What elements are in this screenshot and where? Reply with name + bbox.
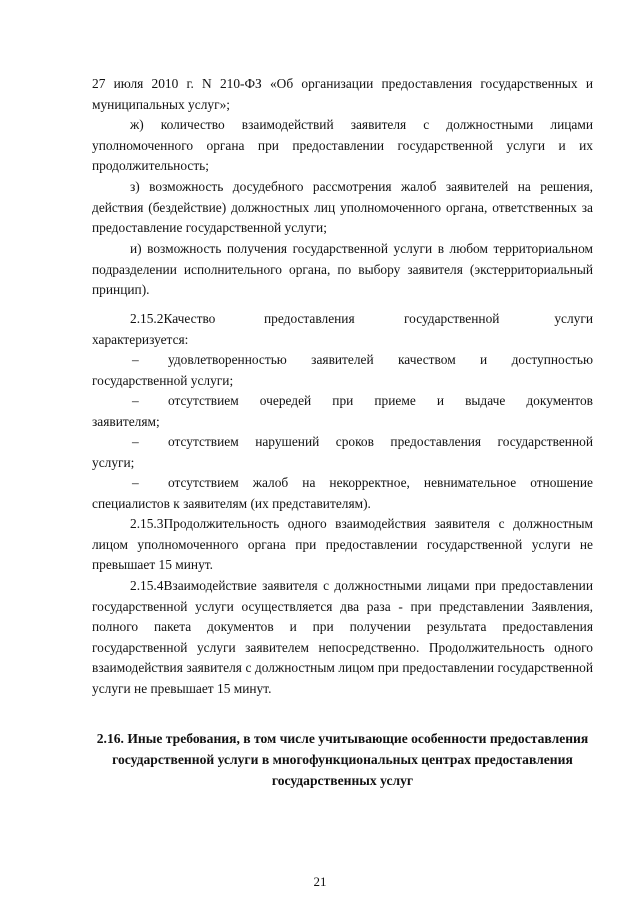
paragraph-item-z: з) возможность досудебного рассмотрения жалоб заявителей на решения, действия (бездействие) должностных лиц уполномоченного органа, ответственных за предоставление государственной услуги; bbox=[92, 179, 593, 236]
bullet-text: отсутствием жалоб на некорректное, невнимательное отношение bbox=[168, 475, 593, 490]
bullet-dash: – bbox=[132, 475, 139, 490]
section-2-15-2-word: 2.15.2Качество bbox=[130, 311, 216, 326]
bullet-dash: – bbox=[132, 352, 139, 367]
paragraph-item-zh: ж) количество взаимодействий заявителя с должностными лицами уполномоченного органа при предоставлении государственной услуги и их продолжительность; bbox=[92, 117, 593, 174]
bullet-text: отсутствием очередей при приеме и выдаче документов bbox=[168, 393, 593, 408]
section-2-15-3: 2.15.3Продолжительность одного взаимодействия заявителя с должностным лицом уполномоченного органа при предоставлении государственной услуги не превышает 15 минут. bbox=[92, 516, 593, 573]
bullet-item-2 bbox=[92, 391, 593, 412]
section-2-15-2-word: предоставления bbox=[264, 311, 355, 326]
bullet-dash: – bbox=[132, 393, 139, 408]
bullet-dash: – bbox=[132, 434, 139, 449]
bullet-item-4-cont: специалистов к заявителям (их представителям). bbox=[92, 496, 371, 511]
section-2-15-2-line1 bbox=[92, 309, 593, 330]
bullet-text: отсутствием нарушений сроков предоставления государственной bbox=[168, 434, 593, 449]
section-2-15-4: 2.15.4Взаимодействие заявителя с должностными лицами при предоставлении государственной услуги осуществляется два раза - при представлении Заявления, полного пакета документов и при получении результата предоставления государственной услуги заявителем непосредственно. Продолжительность одного взаимодействия заявителя с должностным лицом при предоставлении государственной услуги не превышает 15 минут. bbox=[92, 578, 593, 696]
section-heading-2-16: 2.16. Иные требования, в том числе учитывающие особенности предоставления государственной услуги в многофункциональных центрах предоставления государственных услуг bbox=[96, 731, 589, 788]
section-2-15-2-line2: характеризуется: bbox=[92, 332, 189, 347]
section-2-15-2-word: государственной bbox=[404, 311, 500, 326]
paragraph-item-i: и) возможность получения государственной услуги в любом территориальном подразделении исполнительного органа, по выбору заявителя (экстерриториальный принцип). bbox=[92, 241, 593, 298]
page-number: 21 bbox=[313, 874, 327, 889]
bullet-item-3-cont: услуги; bbox=[92, 455, 135, 470]
bullet-item-3 bbox=[92, 432, 593, 453]
bullet-text: удовлетворенностью заявителей качеством и доступностью bbox=[168, 352, 593, 367]
bullet-item-2-cont: заявителям; bbox=[92, 414, 160, 429]
paragraph-law-reference: 27 июля 2010 г. N 210-ФЗ «Об организации предоставления государственных и муниципальных услуг»; bbox=[92, 76, 593, 112]
bullet-item-1-cont: государственной услуги; bbox=[92, 373, 234, 388]
bullet-item-1 bbox=[92, 350, 593, 371]
bullet-item-4 bbox=[92, 473, 593, 494]
section-2-15-2-word: услуги bbox=[554, 311, 593, 326]
